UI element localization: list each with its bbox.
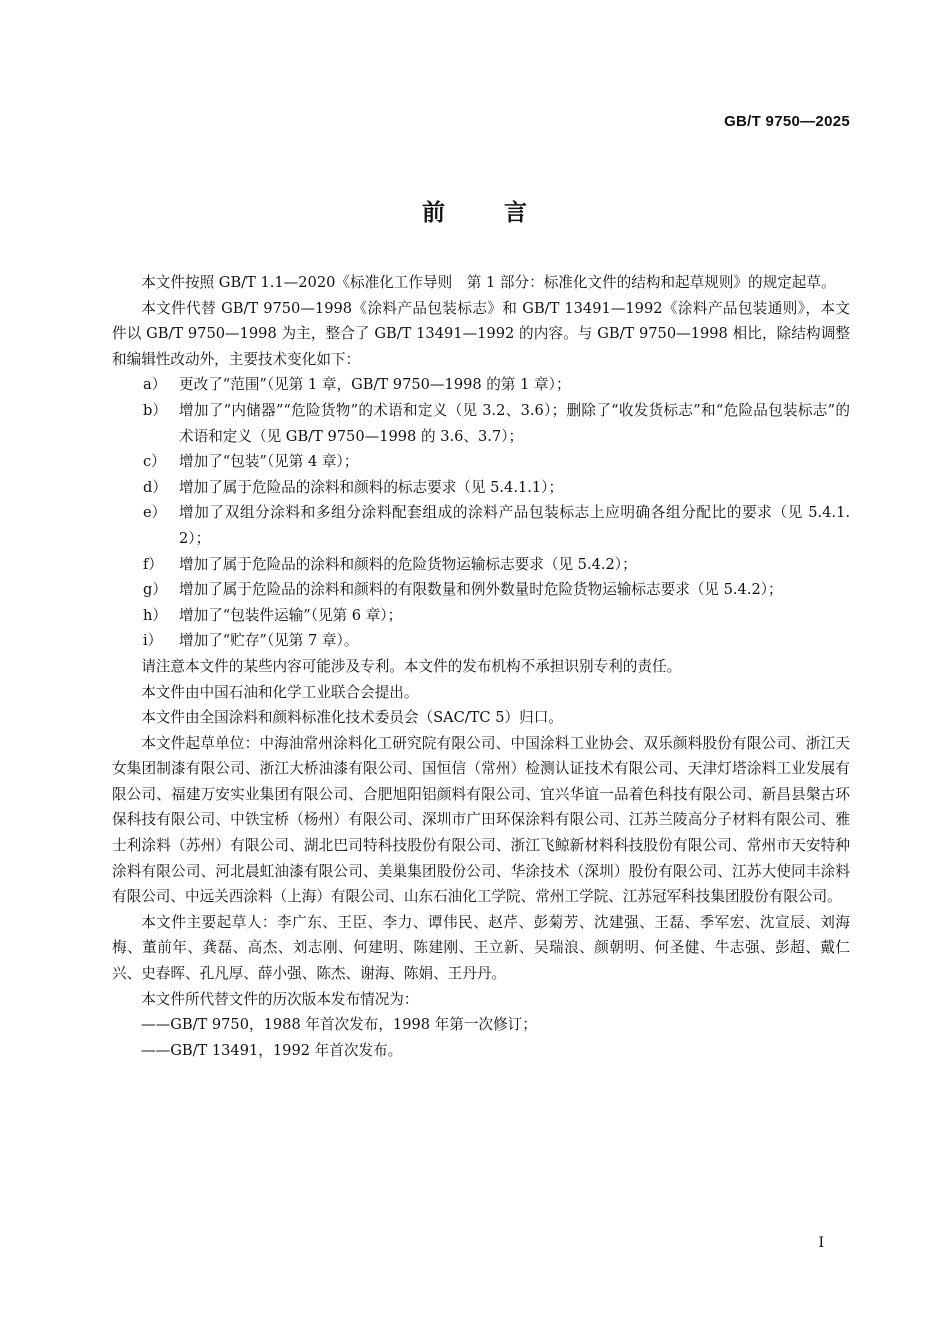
list-item-text: 增加了属于危险品的涂料和颜料的有限数量和例外数量时危险货物运输标志要求（见 5.4.2）； bbox=[179, 581, 783, 599]
standard-code: GB/T 9750—2025 bbox=[724, 113, 850, 130]
list-item-label: f） bbox=[143, 555, 163, 573]
list-item bbox=[143, 628, 850, 654]
list-item-text: 增加了“包装”（见第 4 章）； bbox=[179, 453, 359, 471]
paragraph-patent-notice: 请注意本文件的某些内容可能涉及专利。本文件的发布机构不承担识别专利的责任。 bbox=[141, 657, 682, 675]
history-item: ——GB/T 13491，1992 年首次发布。 bbox=[141, 1041, 403, 1059]
list-item-text: 增加了双组分涂料和多组分涂料配套组成的涂料产品包装标志上应明确各组分配比的要求（见 5.4.1.2）； bbox=[179, 504, 850, 547]
list-item-label: i） bbox=[143, 632, 163, 650]
list-item bbox=[143, 500, 850, 551]
page-number: Ⅰ bbox=[818, 1235, 824, 1251]
foreword-body bbox=[112, 270, 850, 1063]
list-item bbox=[143, 603, 850, 629]
list-item-text: 增加了“内储器”“危险货物”的术语和定义（见 3.2、3.6）；删除了“收发货标志”和“危险品包装标志”的术语和定义（见 GB/T 9750—1998 的 3.6、3.7）； bbox=[179, 401, 850, 445]
list-item-text: 增加了属于危险品的涂料和颜料的危险货物运输标志要求（见 5.4.2）； bbox=[179, 555, 637, 573]
list-item-label: c） bbox=[143, 453, 166, 471]
paragraph-proposer: 本文件由中国石油和化学工业联合会提出。 bbox=[141, 683, 419, 701]
list-item bbox=[143, 552, 850, 578]
list-item-label: e） bbox=[143, 504, 167, 522]
list-item bbox=[143, 372, 850, 398]
list-item bbox=[143, 475, 850, 501]
title-char-2: 言 bbox=[504, 199, 528, 226]
paragraph-replacement: 本文件代替 GB/T 9750—1998《涂料产品包装标志》和 GB/T 13491—1992《涂料产品包装通则》，本文件以 GB/T 9750—1998 为主，整合了 GB/T 13491—1992 的内容。与 GB/T 9750—1998 相比，除结构调整和编辑性改动外，主要技术变化如下： bbox=[112, 299, 850, 368]
list-item bbox=[143, 449, 850, 475]
paragraph-drafters: 本文件主要起草人：李广东、王臣、李力、谭伟民、赵芹、彭菊芳、沈建强、王磊、季军宏、沈宣辰、刘海梅、董前年、龚磊、高杰、刘志刚、何建明、陈建刚、王立新、吴瑞浪、颜朝明、何圣健、牛志强、彭超、戴仁兴、史春晖、孔凡厚、薛小强、陈杰、谢海、陈娟、王丹丹。 bbox=[112, 913, 850, 983]
page-title bbox=[0, 194, 950, 227]
changes-list bbox=[112, 372, 850, 654]
list-item bbox=[143, 398, 850, 449]
title-char-1: 前 bbox=[422, 199, 446, 226]
list-item-text: 增加了“包装件运输”（见第 6 章）； bbox=[179, 606, 403, 624]
list-item-label: h） bbox=[143, 606, 167, 624]
list-item-text: 更改了“范围”（见第 1 章，GB/T 9750—1998 的第 1 章）； bbox=[179, 376, 571, 394]
paragraph-drafting-rules: 本文件按照 GB/T 1.1—2020《标准化工作导则 第 1 部分：标准化文件的结构和起草规则》的规定起草。 bbox=[141, 274, 836, 291]
paragraph-drafting-units: 本文件起草单位：中海油常州涂料化工研究院有限公司、中国涂料工业协会、双乐颜料股份有限公司、浙江天女集团制漆有限公司、浙江大桥油漆有限公司、国恒信（常州）检测认证技术有限公司、天津灯塔涂料工业发展有限公司、福建万安实业集团有限公司、合肥旭阳铝颜料有限公司、宜兴华谊一品着色科技有限公司、新昌县槃古环保科技有限公司、中铁宝桥（杨州）有限公司、深圳市广田环保涂料有限公司、江苏兰陵高分子材料有限公司、雅士利涂料（苏州）有限公司、湖北巴司特科技股份有限公司、浙江飞鲸新材料科技股份有限公司、常州市天安特种涂料有限公司、河北晨虹油漆有限公司、美巢集团股份公司、华涂技术（深圳）股份有限公司、江苏大使同丰涂料有限公司、中远关西涂料（上海）有限公司、山东石油化工学院、常州工学院、江苏冠军科技集团股份有限公司。 bbox=[112, 734, 850, 906]
paragraph-committee: 本文件由全国涂料和颜料标准化技术委员会（SAC/TC 5）归口。 bbox=[141, 709, 563, 727]
list-item-text: 增加了属于危险品的涂料和颜料的标志要求（见 5.4.1.1）； bbox=[179, 478, 564, 496]
list-item bbox=[143, 577, 850, 603]
history-item: ——GB/T 9750，1988 年首次发布，1998 年第一次修订； bbox=[141, 1016, 537, 1034]
list-item-label: a） bbox=[143, 376, 167, 394]
list-item-label: d） bbox=[143, 478, 167, 496]
list-item-label: b） bbox=[143, 401, 167, 419]
paragraph-history-intro: 本文件所代替文件的历次版本发布情况为： bbox=[141, 990, 419, 1008]
list-item-text: 增加了“贮存”（见第 7 章）。 bbox=[179, 632, 359, 650]
list-item-label: g） bbox=[143, 581, 167, 599]
